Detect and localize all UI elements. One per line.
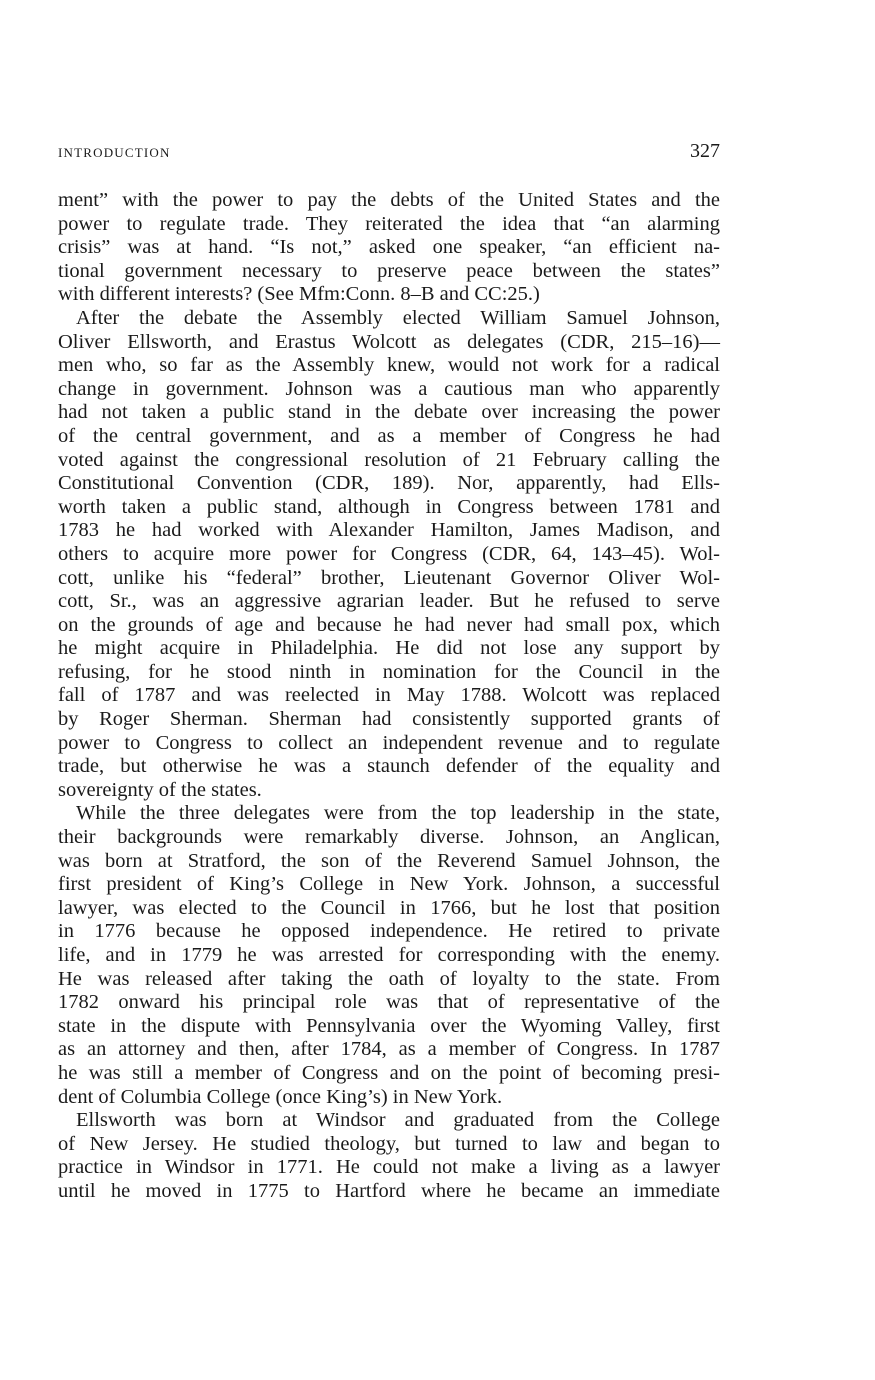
text-line: cott, Sr., was an aggressive agrarian leader. But he refused to serve [58, 590, 720, 613]
paragraph-4 [58, 1109, 720, 1203]
text-line: was born at Stratford, the son of the Reverend Samuel Johnson, the [58, 849, 720, 872]
text-line: lawyer, was elected to the Council in 1766, but he lost that position [58, 896, 720, 919]
text-line: Constitutional Convention (CDR, 189). Nor, apparently, had Ells- [58, 472, 720, 495]
text-line: cott, unlike his “federal” brother, Lieutenant Governor Oliver Wol- [58, 566, 720, 589]
paragraph-1 [58, 189, 720, 307]
text-line: on the grounds of age and because he had never had small pox, which [58, 613, 720, 636]
text-line: had not taken a public stand in the debate over increasing the power [58, 401, 720, 424]
text-line: dent of Columbia College (once King’s) in New York. [58, 1085, 503, 1108]
paragraph-3 [58, 802, 720, 1109]
running-head [58, 140, 720, 172]
text-line: crisis” was at hand. “Is not,” asked one speaker, “an efficient na- [58, 236, 720, 259]
text-line: sovereignty of the states. [58, 778, 262, 801]
text-line: in 1776 because he opposed independence. He retired to private [58, 920, 720, 943]
text-line: of New Jersey. He studied theology, but turned to law and began to [58, 1132, 720, 1155]
text-line: ment” with the power to pay the debts of the United States and the [58, 189, 720, 211]
text-line: power to regulate trade. They reiterated the idea that “an alarming [58, 212, 720, 235]
text-line: state in the dispute with Pennsylvania over the Wyoming Valley, first [58, 1014, 720, 1037]
text-line: voted against the congressional resolution of 21 February calling the [58, 448, 720, 471]
text-line: trade, but otherwise he was a staunch defender of the equality and [58, 755, 720, 778]
text-line: 1783 he had worked with Alexander Hamilton, James Madison, and [58, 519, 720, 542]
text-line: practice in Windsor in 1771. He could not make a living as a lawyer [58, 1156, 720, 1179]
text-line: first president of King’s College in New York. Johnson, a successful [58, 873, 720, 896]
text-line: fall of 1787 and was reelected in May 1788. Wolcott was replaced [58, 684, 720, 707]
text-line: 1782 onward his principal role was that of representative of the [58, 991, 720, 1014]
page-number: 327 [690, 140, 720, 162]
text-line: by Roger Sherman. Sherman had consistently supported grants of [58, 708, 720, 731]
text-line: others to acquire more power for Congress (CDR, 64, 143–45). Wol- [58, 542, 720, 565]
text-line: of the central government, and as a member of Congress he had [58, 424, 720, 447]
text-line: refusing, for he stood ninth in nomination for the Council in the [58, 660, 720, 683]
text-line: tional government necessary to preserve peace between the states” [58, 259, 720, 282]
text-line: until he moved in 1775 to Hartford where he became an immediate [58, 1179, 720, 1202]
text-line: Ellsworth was born at Windsor and graduated from the College [76, 1109, 720, 1132]
text-line: with different interests? (See Mfm:Conn. 8–B and CC:25.) [58, 283, 540, 306]
body-text [58, 189, 720, 1204]
paragraph-2 [58, 307, 720, 802]
section-title: INTRODUCTION [58, 145, 171, 160]
text-line: He was released after taking the oath of loyalty to the state. From [58, 967, 720, 990]
text-line: he was still a member of Congress and on the point of becoming presi- [58, 1061, 720, 1084]
book-page [58, 140, 720, 1204]
text-line: After the debate the Assembly elected William Samuel Johnson, [76, 306, 720, 329]
text-line: life, and in 1779 he was arrested for corresponding with the enemy. [58, 944, 720, 966]
text-line: as an attorney and then, after 1784, as a member of Congress. In 1787 [58, 1038, 720, 1061]
text-line: their backgrounds were remarkably diverse. Johnson, an Anglican, [58, 826, 720, 849]
text-line: men who, so far as the Assembly knew, would not work for a radical [58, 354, 720, 377]
text-line: Oliver Ellsworth, and Erastus Wolcott as delegates (CDR, 215–16)— [58, 330, 720, 353]
text-line: While the three delegates were from the top leadership in the state, [76, 802, 720, 825]
text-line: worth taken a public stand, although in Congress between 1781 and [58, 495, 720, 518]
text-line: change in government. Johnson was a cautious man who apparently [58, 377, 720, 400]
text-line: power to Congress to collect an independent revenue and to regulate [58, 731, 720, 754]
text-line: he might acquire in Philadelphia. He did not lose any support by [58, 637, 720, 660]
